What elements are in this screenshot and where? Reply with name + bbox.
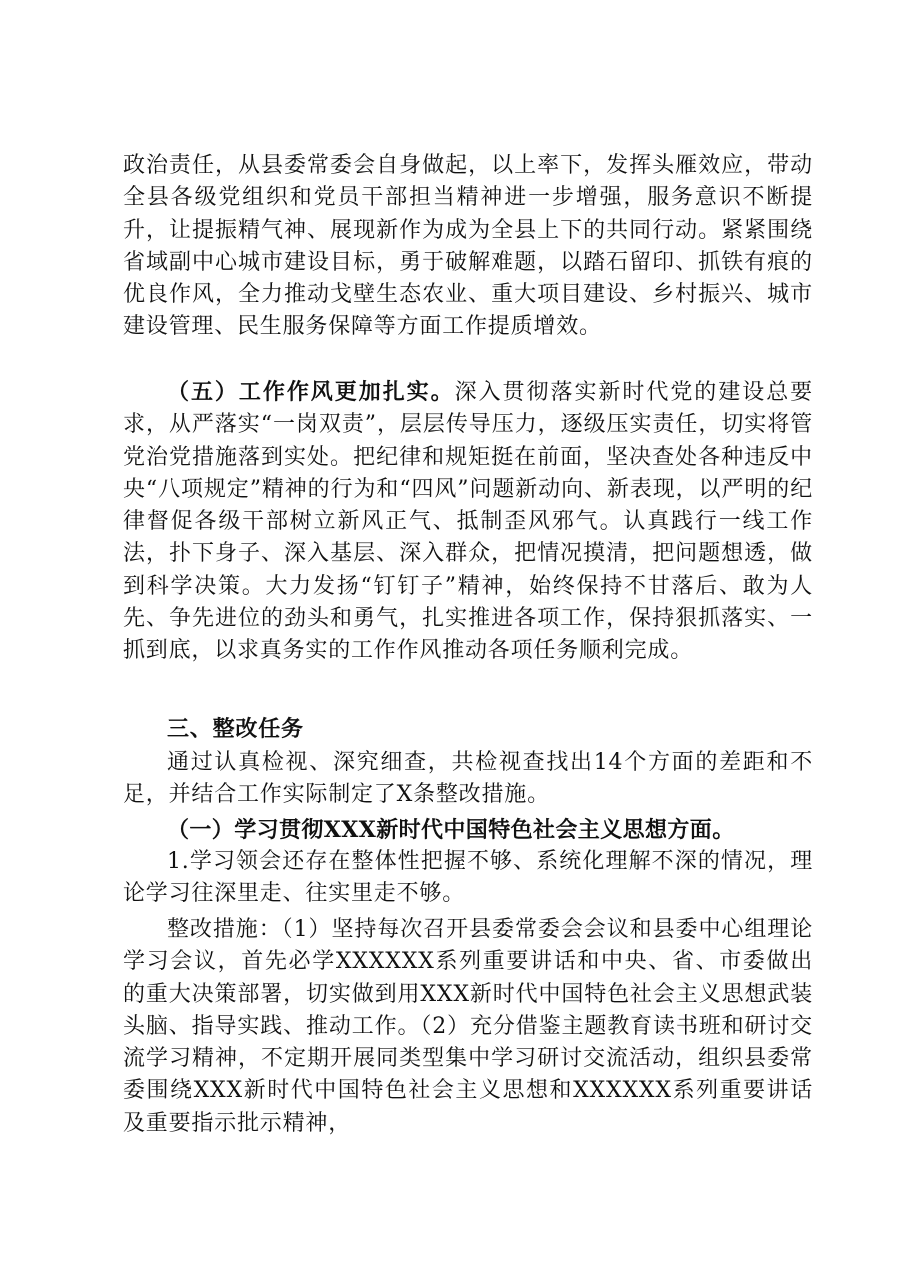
section-3-title: 三、整改任务 — [167, 717, 304, 742]
item-1-text: 1.学习领会还存在整体性把握不够、系统化理解不深的情况，理论学习往深里走、往实里走不够。 — [123, 849, 813, 907]
section-3-intro: 通过认真检视、深究细查，共检视查找出14个方面的差距和不足，并结合工作实际制定了X条整改措施。 — [123, 750, 813, 808]
measures-text: 整改措施：（1）坚持每次召开县委常委会会议和县委中心组理论学习会议，首先必学XXXXXX系列重要讲话和中央、省、市委做出的重大决策部署，切实做到用XXX新时代中国特色社会主义思想武装头脑、指导实践、推动工作。（2）充分借鉴主题教育读书班和研讨交流学习精神，不定期开展同类型集中学习研讨交流活动，组织县委常委围绕XXX新时代中国特色社会主义思想和XXXXXX系列重要讲话及重要指示批示精神， — [123, 917, 813, 1136]
section-5-body: 深入贯彻落实新时代党的建设总要求，从严落实“一岗双责”，层层传导压力，逐级压实责任，切实将管党治党措施落到实处。把纪律和规矩挺在前面，坚决查处各种违反中央“八项规定”精神的行为和“四风”问题新动向、新表现，以严明的纪律督促各级干部树立新风正气、抵制歪风邪气。认真践行一线工作法，扑下身子、深入基层、深入群众，把情况摸清，把问题想透，做到科学决策。大力发扬“钉钉子”精神，始终保持不甘落后、敢为人先、争先进位的劲头和勇气，扎实推进各项工作，保持狠抓落实、一抓到底，以求真务实的工作作风推动各项任务顺利完成。 — [123, 380, 813, 664]
paragraph-responsibility: 政治责任，从县委常委会自身做起，以上率下，发挥头雁效应，带动全县各级党组织和党员干部担当精神进一步增强，服务意识不断提升，让提振精气神、展现新作为成为全县上下的共同行动。紧紧围绕省域副中心城市建设目标，勇于破解难题，以踏石留印、抓铁有痕的优良作风，全力推动戈壁生态农业、重大项目建设、乡村振兴、城市建设管理、民生服务保障等方面工作提质增效。 — [123, 153, 813, 340]
section-5-heading: （五）工作作风更加扎实。 — [167, 379, 455, 405]
paragraph-work-style — [123, 376, 813, 668]
subsection-1-title: （一）学习贯彻XXX新时代中国特色社会主义思想方面。 — [167, 817, 735, 843]
